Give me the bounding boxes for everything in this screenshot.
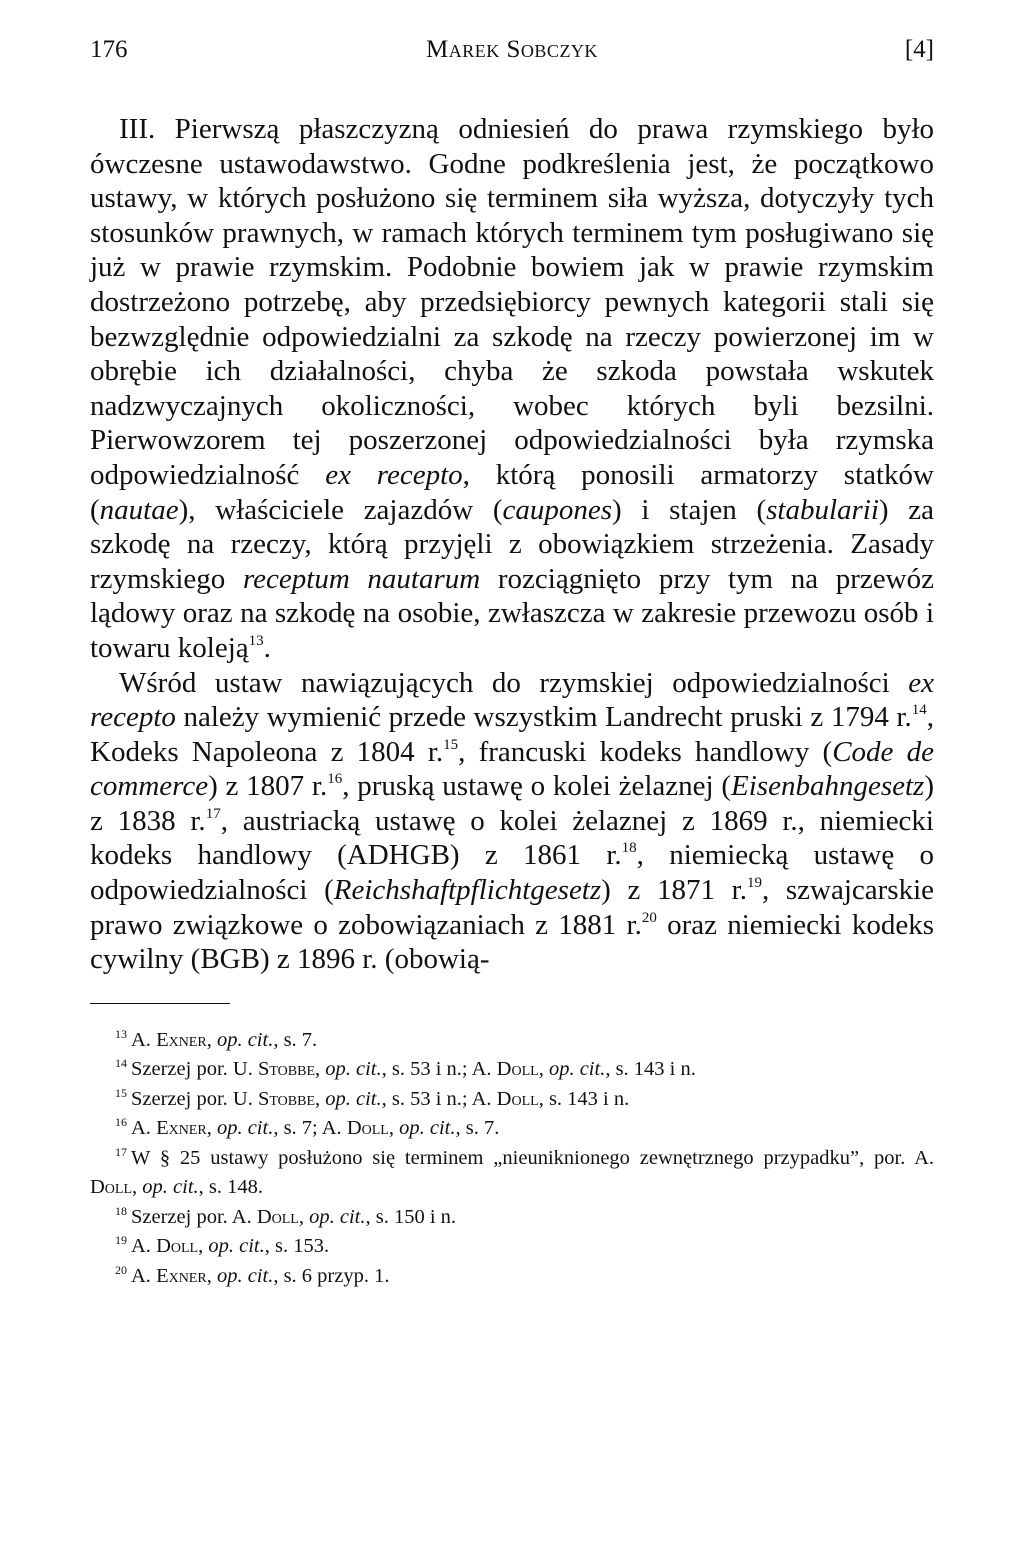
- page-number: 176: [90, 36, 128, 63]
- running-head-author: Marek Sobczyk: [426, 36, 598, 63]
- main-text: [90, 112, 934, 977]
- footnote-20: $^{20}$ A. Exner, op. cit., s. 6 przyp. 1.: [115, 1262, 390, 1287]
- footnote-14: $^{14}$ Szerzej por. U. Stobbe, op. cit., s. 53 i n.; A. Doll, op. cit., s. 143 i n.: [115, 1056, 696, 1081]
- footnote-15: $^{15}$ Szerzej por. U. Stobbe, op. cit., s. 53 i n.; A. Doll, s. 143 i n.: [115, 1085, 630, 1110]
- footnote-ref[interactable]: 17: [205, 805, 221, 822]
- footnote-13: $^{13}$ A. Exner, op. cit., s. 7.: [115, 1026, 318, 1051]
- footnote-ref[interactable]: 16: [327, 771, 343, 788]
- footnote-ref[interactable]: 15: [443, 736, 459, 753]
- footnotes: [90, 1026, 934, 1292]
- footnote-19: $^{19}$ A. Doll, op. cit., s. 153.: [115, 1233, 330, 1258]
- page: [90, 30, 934, 1291]
- section-reference: [4]: [904, 36, 934, 63]
- footnote-ref[interactable]: 18: [621, 840, 637, 857]
- footnote-ref[interactable]: 13: [248, 632, 264, 649]
- paragraph-1: III. Pierwszą płaszczyzną odniesień do prawa rzymskiego było ówczesne ustawodawstwo. Godne podkreślenia jest, że początkowo ustawy, w których posłużono się terminem siła wyższa, dotyczyły tych stosunków prawnych, w ramach których terminem tym posługiwano się już w prawie rzymskim. Podobnie bowiem jak w prawie rzymskim dostrzeżono potrzebę, aby przedsiębiorcy pewnych kategorii stali się bezwzględnie odpowiedzialni za szkodę na rzeczy powierzonej im w obrębie ich działalności, chyba że szkoda powstała wskutek nadzwyczajnych okoliczności, wobec których byli bezsilni. Pierwowzorem tej poszerzonej odpowiedzialności była rzymska odpowiedzialność ex recepto, którą ponosili armatorzy statków (nautae), właściciele zajazdów (caupones) i stajen (stabularii) za szkodę na rzeczy, którą przyjęli z obowiązkiem strzeżenia. Zasady rzymskiego receptum nautarum rozciągnięto przy tym na przewóz lądowy oraz na szkodę na osobie, zwłaszcza w zakresie przewozu osób i towaru koleją$^{13}$.: [90, 113, 935, 664]
- footnote-divider: [90, 1003, 230, 1004]
- footnote-ref[interactable]: 20: [641, 909, 657, 926]
- footnote-18: $^{18}$ Szerzej por. A. Doll, op. cit., s. 150 i n.: [115, 1203, 457, 1228]
- paragraph-2: Wśród ustaw nawiązujących do rzymskiej odpowiedzialności ex recepto należy wymienić przede wszystkim Landrecht pruski z 1794 r.$^{14}$, Kodeks Napoleona z 1804 r.$^{15}$, francuski kodeks handlowy (Code de commerce) z 1807 r.$^{16}$, pruską ustawę o kolei żelaznej (Eisenbahngesetz) z 1838 r.$^{17}$, austriacką ustawę o kolei żelaznej z 1869 r., niemiecki kodeks handlowy (ADHGB) z 1861 r.$^{18}$, niemiecką ustawę o odpowiedzialności (Reichshaftpflichtgesetz) z 1871 r.$^{19}$, szwajcarskie prawo związkowe o zobowiązaniach z 1881 r.$^{20}$ oraz niemiecki kodeks cywilny (BGB) z 1896 r. (obowią-: [90, 666, 935, 976]
- footnote-ref[interactable]: 14: [911, 702, 927, 719]
- footnote-16: $^{16}$ A. Exner, op. cit., s. 7; A. Doll, op. cit., s. 7.: [115, 1115, 500, 1140]
- footnote-17: $^{17}$ W § 25 ustawy posłużono się terminem „nieuniknionego zewnętrznego przypadku”, por. A. Doll, op. cit., s. 148.: [90, 1144, 934, 1199]
- footnote-ref[interactable]: 19: [746, 875, 762, 892]
- running-head: [90, 30, 934, 70]
